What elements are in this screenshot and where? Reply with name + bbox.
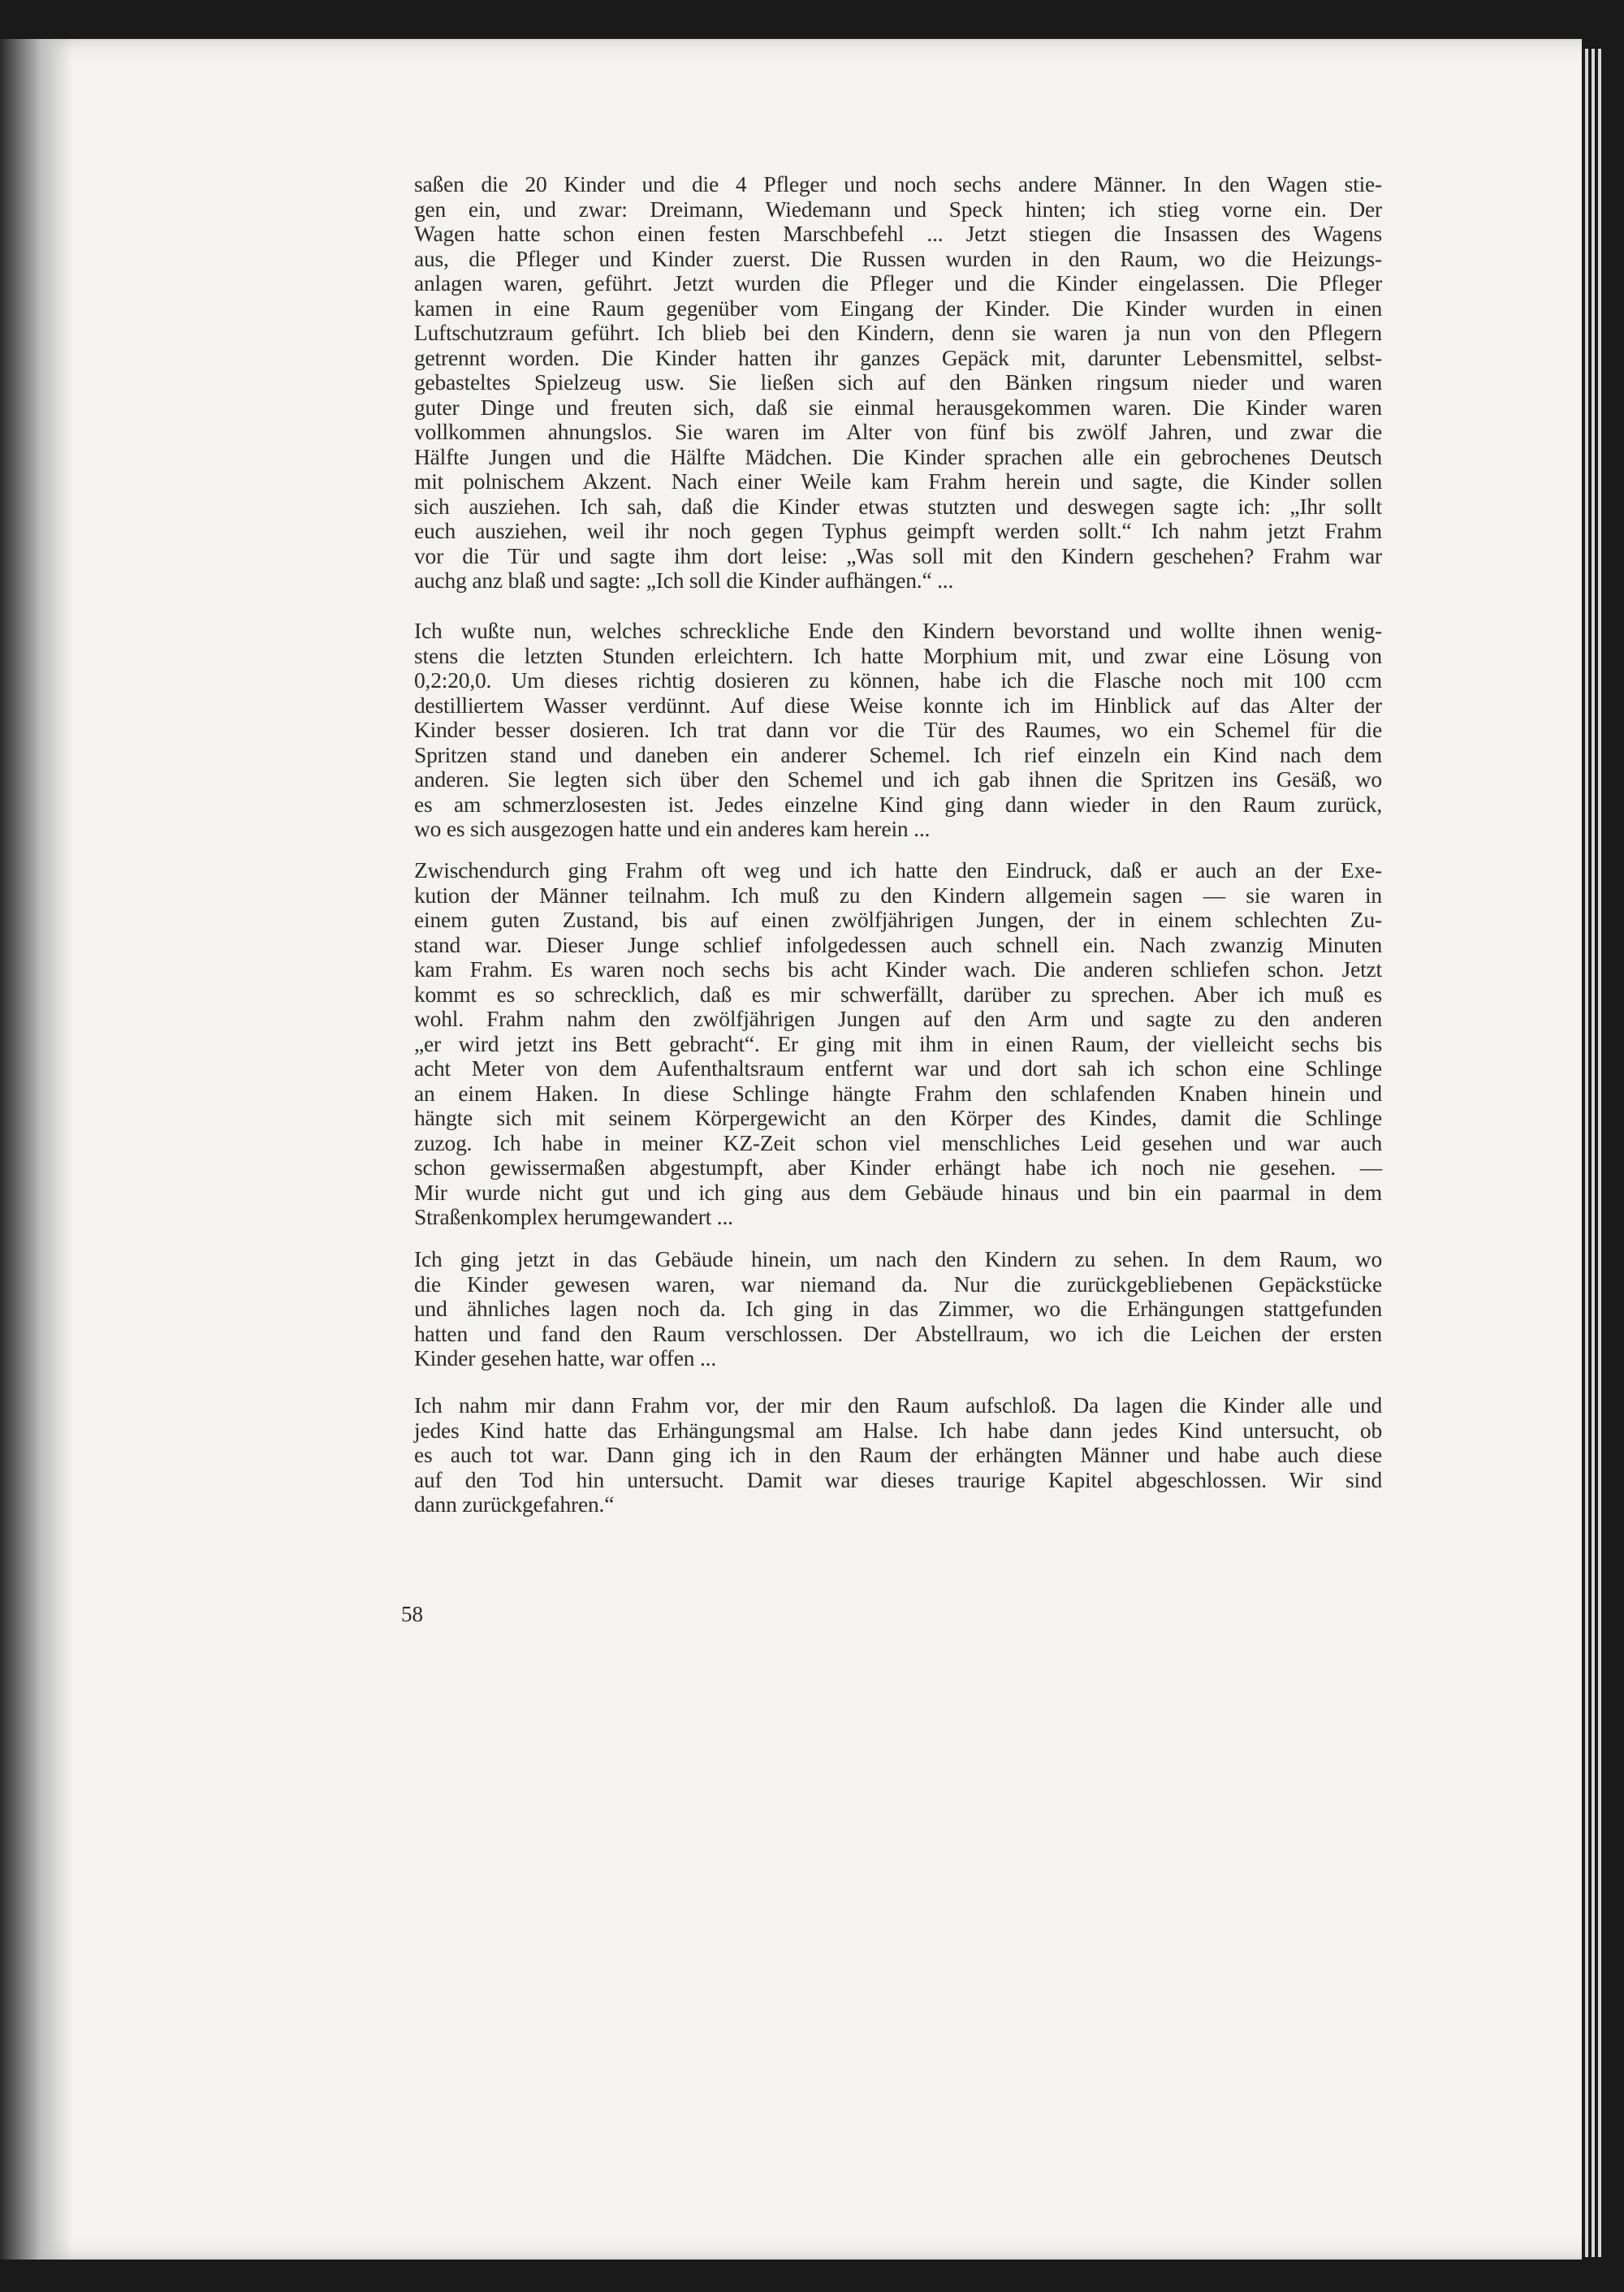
text-line: Kinder besser dosieren. Ich trat dann vor die Tür des Raumes, wo ein Schemel für die (414, 717, 1382, 742)
text-line: getrennt worden. Die Kinder hatten ihr ganzes Gepäck mit, darunter Lebensmittel, selbst- (414, 344, 1382, 370)
paragraph-5 (414, 1393, 1382, 1517)
text-line: zuzog. Ich habe in meiner KZ-Zeit schon viel menschliches Leid gesehen und war auch (414, 1129, 1382, 1155)
text-line: auchg anz blaß und sagte: „Ich soll die Kinder aufhängen.“ ... (414, 568, 954, 593)
text-line: euch ausziehen, weil ihr noch gegen Typhus geimpft werden sollt.“ Ich nahm jetzt Frahm (414, 518, 1382, 543)
page-edge (1592, 49, 1595, 2257)
text-line: aus, die Pfleger und Kinder zuerst. Die Russen wurden in den Raum, wo die Heizungs- (414, 245, 1382, 271)
text-line: guter Dinge und freuten sich, daß sie einmal herausgekommen waren. Die Kinder waren (414, 394, 1382, 420)
page-number: 58 (401, 1602, 423, 1626)
text-line: Mir wurde nicht gut und ich ging aus dem Gebäude hinaus und bin ein paarmal in dem (414, 1179, 1382, 1205)
text-line: hatten und fand den Raum verschlossen. Der Abstellraum, wo ich die Leichen der ersten (414, 1320, 1382, 1346)
page-edge (1598, 49, 1601, 2257)
text-line: jedes Kind hatte das Erhängungsmal am Halse. Ich habe dann jedes Kind untersucht, ob (414, 1417, 1382, 1443)
text-line: Luftschutzraum geführt. Ich blieb bei den Kindern, denn sie waren ja nun von den Pflegern (414, 320, 1382, 345)
text-line: Hälfte Jungen und die Hälfte Mädchen. Die Kinder sprachen alle ein gebrochenes Deutsch (414, 443, 1382, 469)
paragraph-2 (414, 619, 1382, 842)
text-line: vollkommen ahnungslos. Sie waren im Alter von fünf bis zwölf Jahren, und zwar die (414, 419, 1382, 444)
page-edge (1585, 49, 1588, 2257)
text-line: Ich ging jetzt in das Gebäude hinein, um nach den Kindern zu sehen. In dem Raum, wo (414, 1246, 1382, 1271)
text-line: kamen in eine Raum gegenüber vom Eingang der Kinder. Die Kinder wurden in einen (414, 295, 1382, 321)
text-line: stens die letzten Stunden erleichtern. Ich hatte Morphium mit, und zwar eine Lösung von (414, 642, 1382, 668)
text-line: Straßenkomplex herumgewandert ... (414, 1204, 733, 1229)
text-line: kommt es so schrecklich, daß es mir schwerfällt, darüber zu sprechen. Aber ich muß es (414, 981, 1382, 1007)
text-line: wo es sich ausgezogen hatte und ein anderes kam herein ... (414, 816, 931, 841)
text-line: anderen. Sie legten sich über den Schemel und ich gab ihnen die Spritzen ins Gesäß, wo (414, 766, 1382, 792)
text-line: mit polnischem Akzent. Nach einer Weile kam Frahm herein und sagte, die Kinder sollen (414, 468, 1382, 494)
text-line: Zwischendurch ging Frahm oft weg und ich hatte den Eindruck, daß er auch an der Exe- (414, 857, 1382, 883)
text-line: Wagen hatte schon einen festen Marschbefehl ... Jetzt stiegen die Insassen des Wagens (414, 221, 1382, 246)
text-line: gebasteltes Spielzeug usw. Sie ließen sich auf den Bänken ringsum nieder und waren (414, 369, 1382, 395)
text-line: kam Frahm. Es waren noch sechs bis acht Kinder wach. Die anderen schliefen schon. Jetzt (414, 956, 1382, 982)
text-line: und ähnliches lagen noch da. Ich ging in das Zimmer, wo die Erhängungen stattgefunden (414, 1296, 1382, 1321)
text-line: an einem Haken. In diese Schlinge hängte Frahm den schlafenden Knaben hinein und (414, 1080, 1382, 1106)
paragraph-1 (414, 172, 1382, 594)
text-line: saßen die 20 Kinder und die 4 Pfleger und noch sechs andere Männer. In den Wagen stie- (414, 171, 1382, 196)
text-line: hängte sich mit seinem Körpergewicht an den Körper des Kindes, damit die Schlinge (414, 1105, 1382, 1130)
text-line: stand war. Dieser Junge schlief infolgedessen auch schnell ein. Nach zwanzig Minuten (414, 931, 1382, 957)
text-line: sich ausziehen. Ich sah, daß die Kinder etwas stutzten und deswegen sagte ich: „Ihr sollt (414, 493, 1382, 519)
text-line: schon gewissermaßen abgestumpft, aber Kinder erhängt habe ich noch nie gesehen. — (414, 1155, 1382, 1180)
paragraph-4 (414, 1247, 1382, 1371)
text-line: „er wird jetzt ins Bett gebracht“. Er ging mit ihm in einen Raum, der vielleicht sechs bis (414, 1030, 1382, 1056)
text-line: gen ein, und zwar: Dreimann, Wiedemann und Speck hinten; ich stieg vorne ein. Der (414, 196, 1382, 222)
text-line: auf den Tod hin untersucht. Damit war dieses traurige Kapitel abgeschlossen. Wir sind (414, 1466, 1382, 1492)
text-line: einem guten Zustand, bis auf einen zwölfjährigen Jungen, der in einem schlechten Zu- (414, 907, 1382, 932)
text-line: vor die Tür und sagte ihm dort leise: „Was soll mit den Kindern geschehen? Frahm war (414, 542, 1382, 568)
text-line: acht Meter von dem Aufenthaltsraum entfernt war und dort sah ich schon eine Schlinge (414, 1055, 1382, 1081)
text-line: Kinder gesehen hatte, war offen ... (414, 1345, 716, 1370)
text-line: anlagen waren, geführt. Jetzt wurden die Pfleger und die Kinder eingelassen. Die Pfleger (414, 270, 1382, 296)
text-line: 0,2:20,0. Um dieses richtig dosieren zu können, habe ich die Flasche noch mit 100 ccm (414, 667, 1382, 693)
text-line: dann zurückgefahren.“ (414, 1491, 615, 1517)
text-line: Ich nahm mir dann Frahm vor, der mir den Raum aufschloß. Da lagen die Kinder alle und (414, 1392, 1382, 1418)
paragraph-3 (414, 858, 1382, 1230)
text-line: kution der Männer teilnahm. Ich muß zu den Kindern allgemein sagen — sie waren in (414, 882, 1382, 908)
text-line: die Kinder gewesen waren, war niemand da. Nur die zurückgebliebenen Gepäckstücke (414, 1271, 1382, 1297)
text-line: Ich wußte nun, welches schreckliche Ende den Kindern bevorstand und wollte ihnen wenig- (414, 618, 1382, 643)
text-line: es auch tot war. Dann ging ich in den Raum der erhängten Männer und habe auch diese (414, 1442, 1382, 1467)
text-line: Spritzen stand und daneben ein anderer Schemel. Ich rief einzeln ein Kind nach dem (414, 741, 1382, 767)
text-line: wohl. Frahm nahm den zwölfjährigen Jungen auf den Arm und sagte zu den anderen (414, 1006, 1382, 1031)
book-binding-shadow (0, 39, 73, 2260)
text-line: es am schmerzlosesten ist. Jedes einzelne Kind ging dann wieder in den Raum zurück, (414, 791, 1382, 817)
text-line: destilliertem Wasser verdünnt. Auf diese Weise konnte ich im Hinblick auf das Alter der (414, 692, 1382, 718)
